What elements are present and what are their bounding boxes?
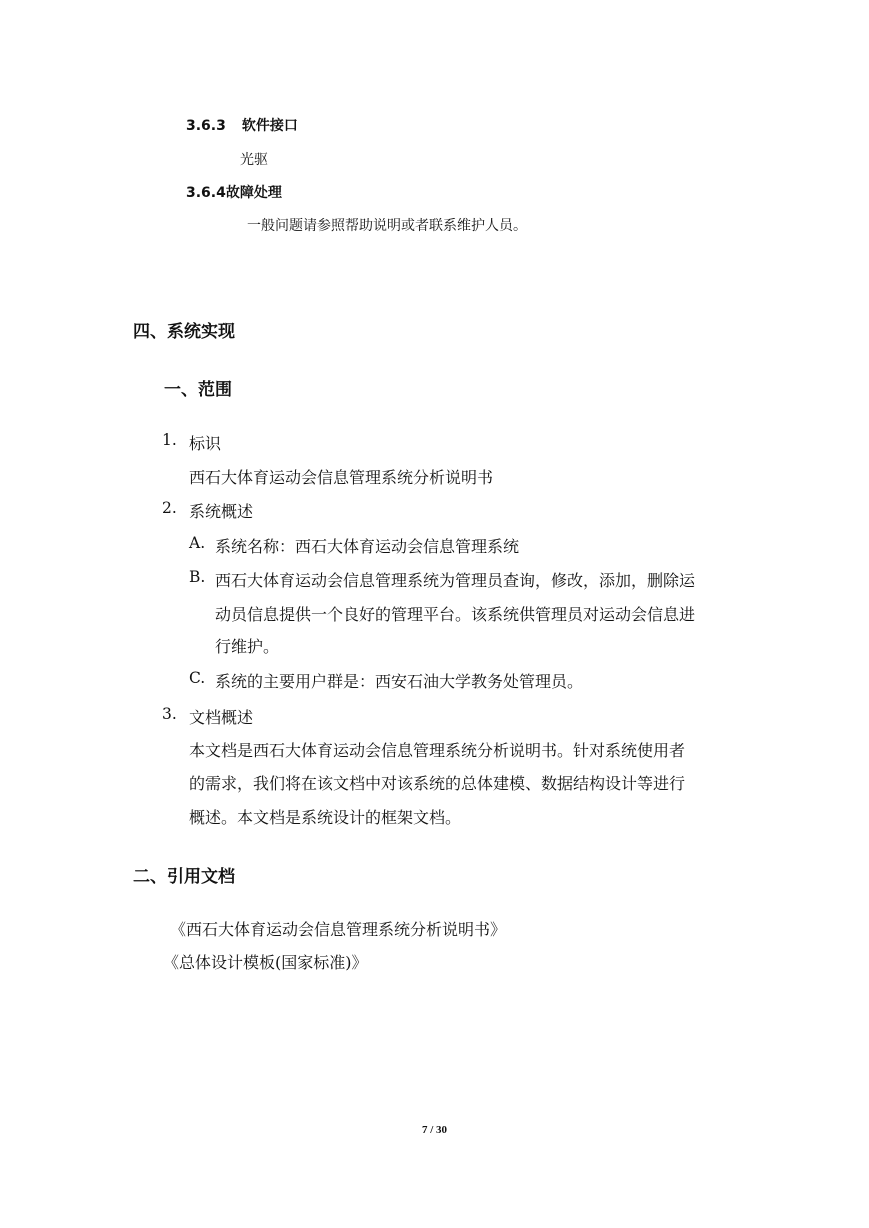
list-number: 2. [162, 499, 177, 517]
section-3-6-3-heading [186, 115, 298, 135]
section-title: 软件接口 [241, 118, 298, 134]
reference-doc: 《总体设计模板(国家标准)》 [163, 953, 368, 972]
references-heading: 二、引用文档 [133, 867, 235, 887]
page-number: 7 / 30 [421, 1124, 448, 1136]
identification-text: 西石大体育运动会信息管理系统分析说明书 [189, 468, 494, 487]
section-number: 3.6.3 [186, 118, 226, 134]
section-3-6-4-heading [186, 182, 282, 202]
chapter-4-heading: 四、系统实现 [133, 322, 235, 342]
doc-overview-line: 概述。本文档是系统设计的框架文档。 [189, 808, 462, 827]
section-title: 故障处理 [225, 185, 282, 201]
system-desc-line: 动员信息提供一个良好的管理平台。该系统供管理员对运动会信息进 [215, 605, 696, 624]
section-number: 3.6.4 [186, 185, 226, 201]
system-overview-label: 系统概述 [189, 502, 254, 521]
user-group-text: 系统的主要用户群是：西安石油大学教务处管理员。 [215, 672, 584, 691]
system-desc-line: 行维护。 [215, 637, 280, 656]
system-name-text: 系统名称：西石大体育运动会信息管理系统 [215, 537, 520, 556]
list-letter: C. [189, 669, 206, 687]
scope-heading: 一、范围 [164, 380, 232, 400]
list-number: 3. [162, 705, 177, 723]
list-letter: A. [189, 534, 206, 552]
doc-overview-line: 的需求，我们将在该文档中对该系统的总体建模、数据结构设计等进行 [189, 774, 686, 793]
system-desc-line: 西石大体育运动会信息管理系统为管理员查询，修改，添加，删除运 [215, 571, 696, 590]
list-number: 1. [162, 431, 177, 449]
fault-handling-text: 一般问题请参照帮助说明或者联系维护人员。 [247, 218, 527, 234]
reference-doc: 《西石大体育运动会信息管理系统分析说明书》 [170, 920, 507, 939]
identification-label: 标识 [189, 434, 222, 453]
document-overview-label: 文档概述 [189, 708, 254, 727]
software-interface-text: 光驱 [240, 152, 268, 168]
doc-overview-line: 本文档是西石大体育运动会信息管理系统分析说明书。针对系统使用者 [189, 741, 686, 760]
list-letter: B. [189, 568, 206, 586]
